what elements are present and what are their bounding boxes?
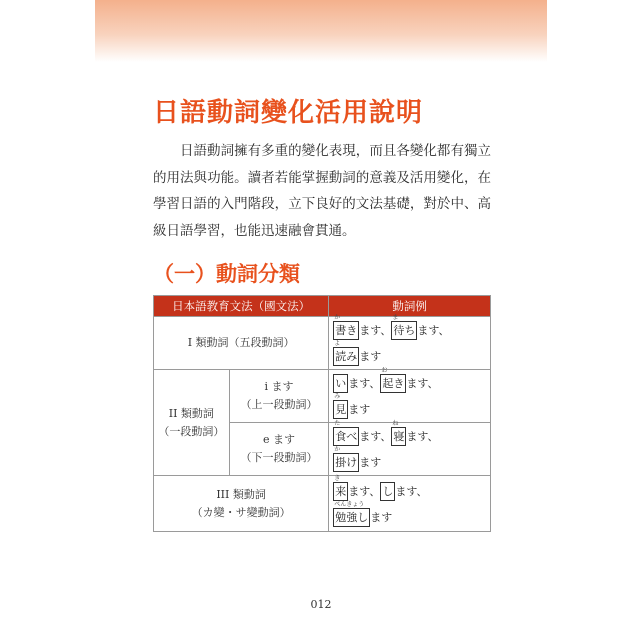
- verb-stem-box: べんきょう 勉強し: [333, 508, 370, 527]
- verb-stem-box: か 掛け: [333, 453, 359, 472]
- example-line: か 書き ます、 ま 待ち ます、: [333, 317, 486, 343]
- header-verb-examples: 動詞例: [329, 296, 491, 317]
- verb-stem-box: み 見: [333, 400, 348, 419]
- verb-stem-box: き 来: [333, 482, 348, 501]
- verb-stem-box: た 食べ: [333, 427, 359, 446]
- intro-paragraph: 日語動詞擁有多重的變化表現，而且各變化都有獨立的用法與功能。讀者若能掌握動詞的意義及活用變化，在學習日語的入門階段，立下良好的文法基礎，對於中、高級日語學習，也能迅速融會貫通。: [153, 143, 491, 239]
- verb-classification-table: [153, 295, 491, 532]
- example-line: よ 読み ます: [333, 343, 486, 369]
- verb-stem-box: ね 寝: [391, 427, 406, 446]
- section-heading: （一）動詞分類: [153, 262, 300, 286]
- category-group2: II 類動詞 （一段動詞）: [154, 370, 230, 476]
- verb-stem-box: お 起き: [380, 374, 406, 393]
- example-line: た 食べ ます、 ね 寝 ます、: [333, 423, 486, 449]
- category-group3: III 類動詞 （カ變・サ變動詞）: [154, 476, 329, 532]
- subcategory-e-masu: e ます （下一段動詞）: [229, 423, 329, 476]
- header-grammar-system: 日本語教育文法（國文法）: [154, 296, 329, 317]
- examples-e-masu: [329, 420, 491, 476]
- category-group1: I 類動詞（五段動詞）: [154, 317, 329, 370]
- table-header-row: [154, 296, 491, 317]
- example-line: い ます、 お 起き ます、: [333, 370, 486, 396]
- verb-stem-box: い: [333, 374, 348, 393]
- subcategory-i-masu: i ます （上一段動詞）: [229, 370, 329, 423]
- page-number: 012: [310, 598, 332, 611]
- example-line: べんきょう 勉強し ます: [333, 504, 486, 530]
- verb-stem-box: よ 読み: [333, 347, 359, 366]
- verb-stem-box: か 書き: [333, 321, 359, 340]
- example-line: か 掛け ます: [333, 449, 486, 475]
- examples-group1: [329, 314, 491, 370]
- verb-stem-box: ま 待ち: [391, 321, 417, 340]
- table-row: [154, 370, 491, 423]
- table-row: [154, 317, 491, 370]
- verb-stem-box: し: [380, 482, 395, 501]
- examples-i-masu: [329, 367, 491, 423]
- example-line: み 見 ます: [333, 396, 486, 422]
- header-gradient-band: [95, 0, 547, 62]
- book-page: [95, 0, 547, 640]
- examples-group3: [329, 476, 491, 532]
- table-row: [154, 476, 491, 532]
- page-title: 日語動詞變化活用說明: [153, 98, 424, 128]
- example-line: き 来 ます、 し ます、: [333, 478, 486, 504]
